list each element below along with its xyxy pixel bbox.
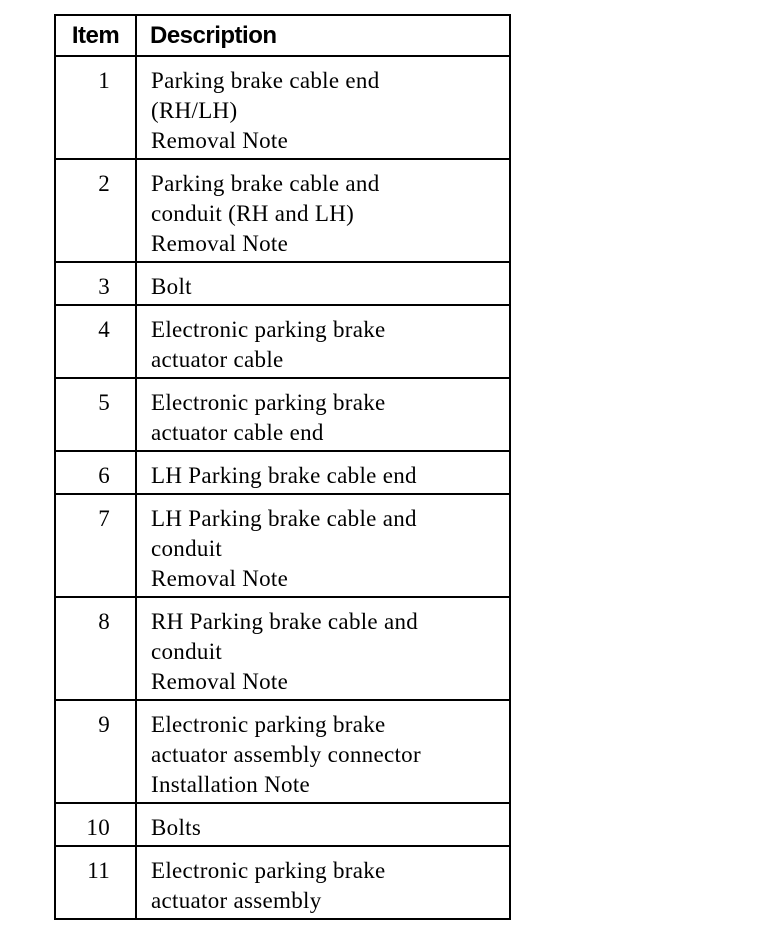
table-row (55, 56, 510, 159)
item-number: 10 (55, 803, 136, 846)
item-number: 9 (55, 700, 136, 803)
parts-table (54, 14, 511, 920)
description-line: Electronic parking brake (151, 712, 386, 737)
table-row (55, 597, 510, 700)
item-description (136, 803, 510, 846)
description-line: RH Parking brake cable and (151, 609, 419, 634)
item-number: 4 (55, 305, 136, 378)
description-line: actuator cable (151, 347, 284, 372)
table-row (55, 494, 510, 597)
description-line: Installation Note (151, 772, 311, 797)
description-line: actuator assembly connector (151, 742, 421, 767)
table-header (55, 15, 510, 56)
description-line: actuator cable end (151, 420, 324, 445)
description-line: conduit (RH and LH) (151, 201, 355, 226)
item-number: 1 (55, 56, 136, 159)
item-number: 3 (55, 262, 136, 305)
table-row (55, 262, 510, 305)
description-line: Removal Note (151, 566, 289, 591)
item-number: 2 (55, 159, 136, 262)
description-line: Electronic parking brake (151, 390, 386, 415)
table-row (55, 305, 510, 378)
item-description (136, 700, 510, 803)
description-line: LH Parking brake cable end (151, 463, 417, 488)
description-line: Parking brake cable and (151, 171, 380, 196)
table-row (55, 700, 510, 803)
table-row (55, 451, 510, 494)
item-description (136, 378, 510, 451)
description-line: Removal Note (151, 128, 289, 153)
description-line: conduit (151, 639, 223, 664)
description-line: Removal Note (151, 231, 289, 256)
item-number: 8 (55, 597, 136, 700)
description-line: Electronic parking brake (151, 858, 386, 883)
table-row (55, 803, 510, 846)
item-description (136, 262, 510, 305)
description-line: conduit (151, 536, 223, 561)
item-description (136, 451, 510, 494)
description-line: (RH/LH) (151, 98, 238, 123)
item-number: 6 (55, 451, 136, 494)
description-line: Bolt (151, 274, 192, 299)
description-line: Removal Note (151, 669, 289, 694)
item-description (136, 597, 510, 700)
item-description (136, 305, 510, 378)
description-line: actuator assembly (151, 888, 322, 913)
description-line: Parking brake cable end (151, 68, 380, 93)
description-line: LH Parking brake cable and (151, 506, 417, 531)
item-description (136, 159, 510, 262)
table-row (55, 159, 510, 262)
description-line: Bolts (151, 815, 202, 840)
header-row (55, 15, 510, 56)
item-number: 7 (55, 494, 136, 597)
item-description (136, 56, 510, 159)
description-line: Electronic parking brake (151, 317, 386, 342)
item-number: 5 (55, 378, 136, 451)
table-row (55, 846, 510, 919)
table-row (55, 378, 510, 451)
table-body (55, 56, 510, 919)
item-description (136, 494, 510, 597)
item-column-header: Item (55, 15, 136, 56)
item-number: 11 (55, 846, 136, 919)
description-column-header: Description (136, 15, 510, 56)
item-description (136, 846, 510, 919)
